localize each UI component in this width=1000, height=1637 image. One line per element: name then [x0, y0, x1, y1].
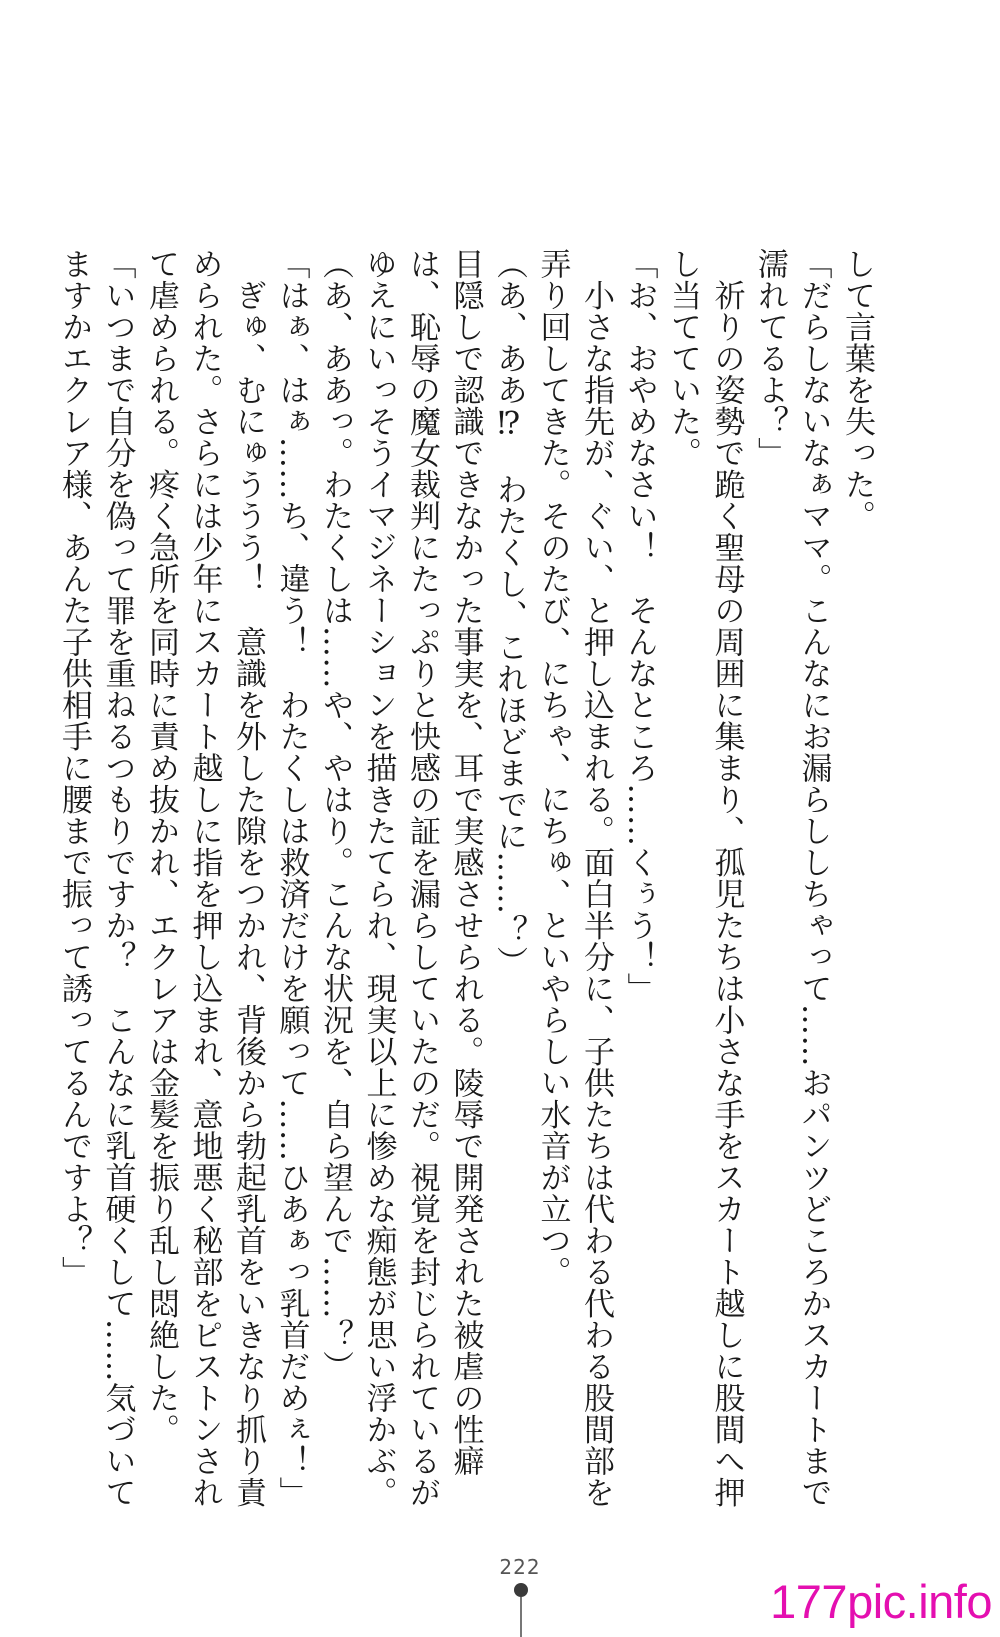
- text-line: （あ、ああっ。わたくしは……や、やはり。こんな状況を、自ら望んで……？）: [317, 248, 353, 1382]
- page-number: 222: [499, 1555, 541, 1579]
- text-line: ますかエクレア様、あんた子供相手に腰まで振って誘ってるんですよ？」: [56, 248, 92, 1288]
- text-line: 「だらしないなぁママ。こんなにお漏らししちゃって……おパンツどころかスカートまで: [795, 248, 832, 1508]
- text-line: 「いつまで自分を偽って罪を重ねるつもりですか？ こんなに乳首硬くして……気づいて: [99, 248, 136, 1508]
- text-line: して言葉を失った。: [839, 248, 875, 532]
- text-line: 目隠しで認識できなかった事実を、耳で実感させられる。陵辱で開発された被虐の性癖: [447, 248, 484, 1477]
- text-line: ぎゅ、むにゅううう！ 意識を外した隙をつかれ、背後から勃起乳首をいきなり抓り責: [230, 248, 266, 1508]
- watermark: 177pic.info: [770, 1575, 992, 1628]
- text-line: 祈りの姿勢で跪く聖母の周囲に集まり、孤児たちは小さな手をスカート越しに股間へ押: [708, 248, 745, 1508]
- text-line: められた。さらには少年にスカート越しに指を押し込まれ、意地悪く秘部をピストンされ: [186, 248, 223, 1508]
- page-marker-line: [520, 1597, 522, 1637]
- vertical-text-body: [56, 248, 878, 1508]
- text-line: 小さな指先が、ぐい、と押し込まれる。面白半分に、子供たちは代わる代わる股間部を: [578, 248, 614, 1508]
- page-marker-dot: [514, 1583, 528, 1597]
- text-line: ゆえにいっそうイマジネーションを描きたてられ、現実以上に惨めな痴態が思い浮かぶ。: [360, 248, 397, 1508]
- text-line: 「はぁ、はぁ……ち、違う！ わたくしは救済だけを願って……ひあぁっ乳首だめぇ！」: [273, 248, 310, 1508]
- text-line: は、恥辱の魔女裁判にたっぷりと快感の証を漏らしていたのだ。視覚を封じられているが: [404, 248, 440, 1508]
- text-line: 弄り回してきた。そのたび、にちゃ、にちゅ、といやらしい水音が立つ。: [534, 248, 571, 1288]
- text-line: （あ、ああ⁉ わたくし、これほどまでに……？）: [491, 248, 527, 978]
- text-line: て虐められる。疼く急所を同時に責め抜かれ、エクレアは金髪を振り乱し悶絶した。: [143, 248, 179, 1445]
- text-line: 「お、おやめなさい！ そんなところ……くぅう！」: [621, 248, 658, 1004]
- text-line: 濡れてるよ？」: [752, 248, 788, 469]
- text-line: し当てていた。: [665, 248, 701, 469]
